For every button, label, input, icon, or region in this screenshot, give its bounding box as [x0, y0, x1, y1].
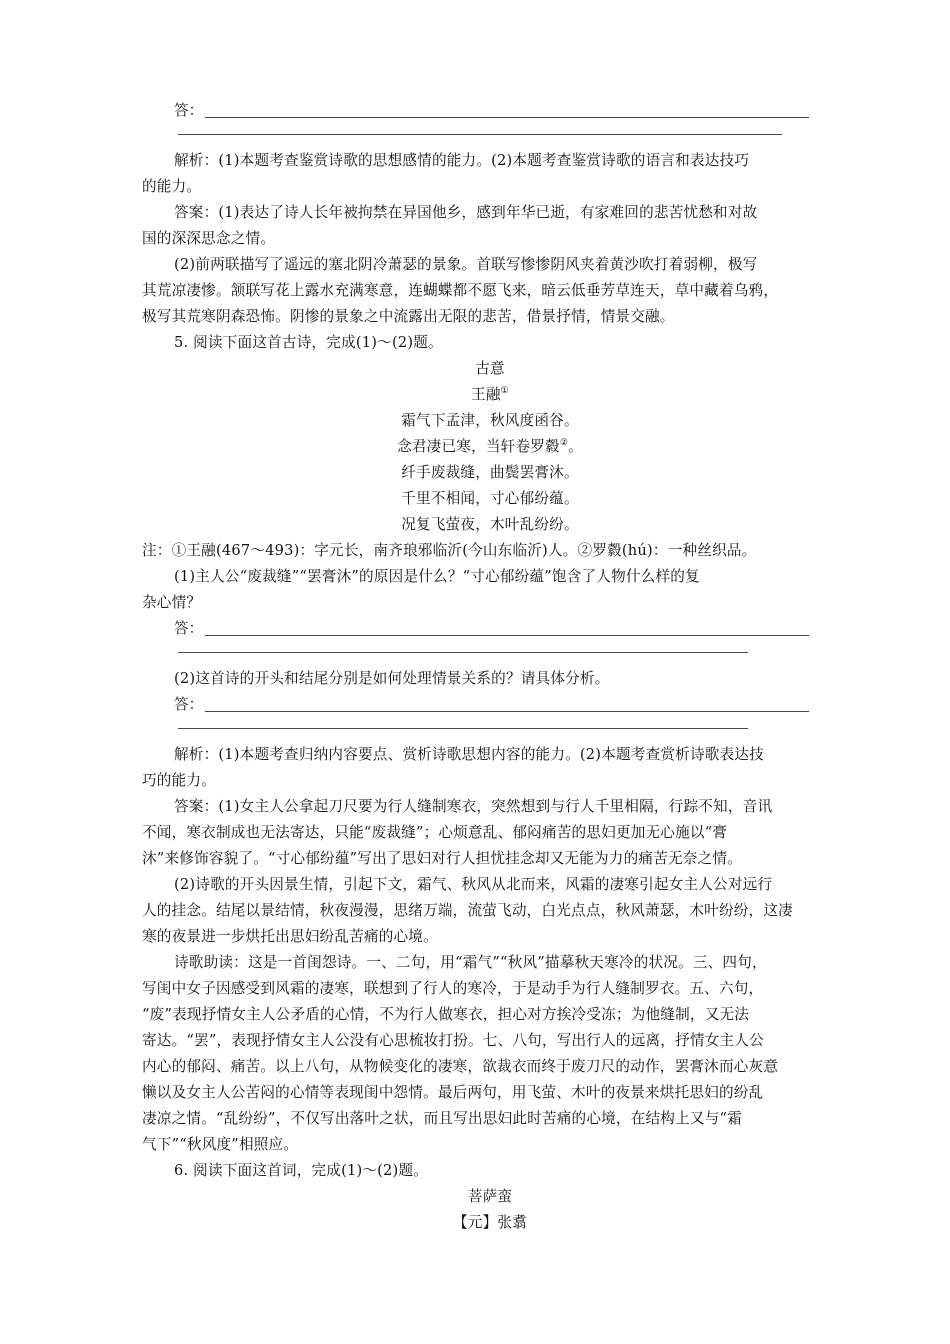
answer-text: 人的挂念。结尾以景结情，秋夜漫漫，思绪万端，流萤飞动，白光点点，秋风萧瑟，木叶纷纷，这凄 — [142, 902, 793, 919]
poem-note: 注：①王融(467～493)：字元长，南齐琅邪临沂(今山东临沂)人。②罗縠(hú)：一种丝织品。 — [142, 542, 757, 559]
analysis-text: 巧的能力。 — [142, 772, 216, 789]
reading-aid: 气下”“秋风度”相照应。 — [142, 1136, 299, 1153]
document-page — [142, 98, 838, 1236]
answer-blank[interactable] — [178, 134, 782, 135]
reading-aid: 内心的郁闷、痛苦。以上八句，从物候变化的凄寒，欲裁衣而终于废刀尺的动作，罢膏沐而心灰意 — [142, 1058, 779, 1075]
poem-line: 霜气下孟津，秋风度函谷。 — [401, 412, 579, 429]
answer-line[interactable] — [142, 616, 838, 642]
poem-line-punct: 。 — [568, 438, 583, 455]
answer-line[interactable] — [142, 692, 838, 718]
answer-blank[interactable] — [178, 728, 748, 729]
question-prompt: 6. 阅读下面这首词，完成(1)～(2)题。 — [174, 1162, 429, 1179]
answer-text: 沐”来修饰容貌了。“寸心郁纷蕴”写出了思妇对行人担忧挂念却又无能为力的痛苦无奈之情。 — [142, 850, 742, 867]
answer-label: 答： — [174, 102, 204, 119]
answer-text: 国的深深思念之情。 — [142, 230, 276, 247]
poem-author: 【元】张翥 — [453, 1214, 527, 1231]
answer-text: 极写其荒寒阴森恐怖。阴惨的景象之中流露出无限的悲苦，借景抒情，情景交融。 — [142, 308, 675, 325]
answer-text: (2)前两联描写了遥远的塞北阴冷萧瑟的景象。首联写惨惨阴风夹着黄沙吹打着弱柳，极写 — [174, 256, 758, 273]
analysis-text: 的能力。 — [142, 178, 202, 195]
answer-label: 答： — [174, 620, 204, 637]
answer-text: 答案：(1)表达了诗人长年被拘禁在异国他乡，感到年华已逝，有家难回的悲苦忧愁和对故 — [174, 204, 758, 221]
answer-text: (2)诗歌的开头因景生情，引起下文，霜气、秋风从北而来，风霜的凄寒引起女主人公对远行 — [174, 876, 773, 893]
sub-question: (1)主人公“废裁缝”“罢膏沐”的原因是什么？“寸心郁纷蕴”饱含了人物什么样的复 — [174, 568, 700, 585]
poem-line — [142, 434, 838, 460]
poem-line-text: 念君凄已寒，当轩卷罗縠 — [397, 438, 560, 455]
footnote-mark: ① — [500, 386, 509, 397]
answer-line[interactable] — [142, 642, 838, 666]
poem-title: 古意 — [475, 360, 505, 377]
sub-question: 杂心情？ — [142, 594, 202, 611]
question-prompt: 5. 阅读下面这首古诗，完成(1)～(2)题。 — [174, 334, 443, 351]
answer-text: 其荒凉凄惨。颔联写花上露水充满寒意，连蝴蝶都不愿飞来，暗云低垂芳草连天，草中藏着乌鸦， — [142, 282, 779, 299]
poem-line: 千里不相闻，寸心郁纷蕴。 — [401, 490, 579, 507]
answer-text: 寒的夜景进一步烘托出思妇纷乱苦痛的心境。 — [142, 928, 438, 945]
reading-aid: 诗歌助读：这是一首闺怨诗。一、二句，用“霜气”“秋风”描摹秋天寒冷的状况。三、四句， — [174, 954, 767, 971]
answer-blank[interactable] — [205, 117, 809, 118]
poem-author-name: 王融 — [471, 386, 501, 403]
answer-line[interactable] — [142, 718, 838, 742]
reading-aid: 凄凉之情。“乱纷纷”，不仅写出落叶之状，而且写出思妇此时苦痛的心境，在结构上又与“霜 — [142, 1110, 742, 1127]
poem-title: 菩萨蛮 — [467, 1188, 513, 1205]
reading-aid: 写闺中女子因感受到风霜的凄寒，联想到了行人的寒冷，于是动手为行人缝制罗衣。五、六句， — [142, 980, 764, 997]
poem-line: 纤手废裁缝，曲鬓罢膏沐。 — [401, 464, 579, 481]
answer-text: 不闻，寒衣制成也无法寄达，只能“废裁缝”；心烦意乱、郁闷痛苦的思妇更加无心施以“膏 — [142, 824, 728, 841]
poem-author — [142, 382, 838, 408]
answer-text: 答案：(1)女主人公拿起刀尺要为行人缝制寒衣，突然想到与行人千里相隔，行踪不知，音讯 — [174, 798, 773, 815]
reading-aid: 懒以及女主人公苦闷的心情等表现闺中怨情。最后两句，用飞萤、木叶的夜景来烘托思妇的纷乱 — [142, 1084, 764, 1101]
answer-line[interactable] — [142, 124, 838, 148]
reading-aid: 寄达。“罢”，表现抒情女主人公没有心思梳妆打扮。七、八句，写出行人的远离，抒情女主人公 — [142, 1032, 764, 1049]
poem-line: 况复飞萤夜，木叶乱纷纷。 — [401, 516, 579, 533]
reading-aid: “废”表现抒情女主人公矛盾的心情，不为行人做寒衣，担心对方挨冷受冻；为他缝制，又无法 — [142, 1006, 750, 1023]
answer-blank[interactable] — [178, 652, 748, 653]
analysis-text: 解析：(1)本题考查鉴赏诗歌的思想感情的能力。(2)本题考查鉴赏诗歌的语言和表达技巧 — [174, 152, 750, 169]
answer-blank[interactable] — [205, 711, 809, 712]
footnote-mark: ② — [559, 438, 569, 449]
sub-question: (2)这首诗的开头和结尾分别是如何处理情景关系的？请具体分析。 — [174, 670, 610, 687]
answer-blank[interactable] — [205, 635, 809, 636]
answer-label: 答： — [174, 696, 204, 713]
analysis-text: 解析：(1)本题考查归纳内容要点、赏析诗歌思想内容的能力。(2)本题考查赏析诗歌表达技 — [174, 746, 764, 763]
answer-line[interactable] — [142, 98, 838, 124]
